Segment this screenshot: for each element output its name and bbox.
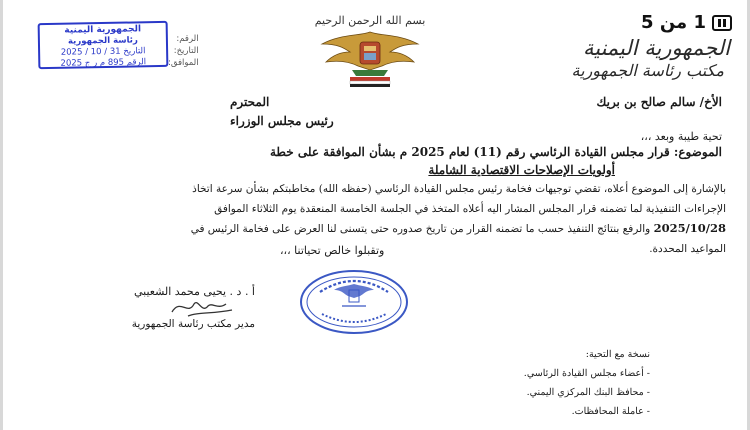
basmala: بسم الله الرحمن الرحيم — [314, 14, 426, 27]
cc-heading: نسخة مع التحية: — [585, 349, 650, 360]
page-counter-text: 1 من 5 — [641, 12, 706, 33]
cc-item: - محافظ البنك المركزي اليمني. — [526, 387, 650, 398]
closing: وتقبلوا خالص تحياتنا ،،، — [280, 244, 385, 257]
cc-item: - عاملة المحافظات. — [571, 406, 650, 417]
stamp-date: التاريخ 31 / 10 / 2025 — [60, 46, 146, 58]
ref-corresponding-label: الموافق: — [168, 58, 199, 68]
addressee: الأخ/ سالم صالح بن بريك — [596, 95, 722, 109]
greeting: تحية طيبة وبعد ،،، — [640, 130, 722, 143]
stamp-line2: رئاسة الجمهورية — [67, 35, 138, 47]
letterhead-office: مكتب رئاسة الجمهورية — [571, 61, 724, 80]
body-line-3-text: والرفع بنتائج التنفيذ حسب ما تضمنه القرار من تاريخ صدوره حتى يتسنى لنا العرض على فخامة الرئيس في — [190, 223, 651, 235]
addressee-title: رئيس مجلس الوزراء — [230, 114, 334, 128]
body-line-3 — [24, 219, 726, 240]
body-line-1: بالإشارة إلى الموضوع أعلاه، تقضي توجيهات فخامة رئيس مجلس القيادة الرئاسي (حفظه الله) مخاطبتكم بشأن سرعة اتخاذ — [192, 183, 726, 195]
ref-date-label: التاريخ: — [173, 46, 199, 56]
stamp-number: الرقم 895 م ر ج 2025 — [60, 57, 147, 69]
ref-number-label: الرقم: — [176, 34, 199, 44]
subject-continuation: أولويات الإصلاحات الاقتصادية الشاملة — [428, 163, 615, 177]
letterhead-country: الجمهورية اليمنية — [582, 36, 730, 60]
signer-title: مدير مكتب رئاسة الجمهورية — [131, 318, 255, 330]
session-date: 2025/10/28 — [653, 221, 726, 235]
book-icon — [712, 15, 732, 31]
body-line-2: الإجراءات التنفيذية لما تضمنه قرار المجلس المشار اليه أعلاه المتخذ في الجلسة الخامسة المنعقدة يوم الثلاثاء الموافق — [214, 202, 726, 215]
courtesy-title: المحترم — [230, 95, 270, 109]
stamp-line1: الجمهورية اليمنية — [64, 24, 142, 36]
page-counter — [641, 12, 732, 33]
handwritten-signature — [168, 294, 238, 320]
signer-name: أ . د . يحيى محمد الشعيبي — [133, 285, 255, 298]
reference-labels — [168, 33, 199, 69]
body-line-4: المواعيد المحددة. — [649, 242, 726, 255]
cc-item: - أعضاء مجلس القيادة الرئاسي. — [523, 368, 650, 379]
yemen-emblem-icon — [310, 26, 430, 88]
cc-list — [520, 345, 650, 421]
official-seal — [298, 268, 410, 336]
subject-line: الموضوع: قرار مجلس القيادة الرئاسي رقم (11) لعام 2025 م بشأن الموافقة على خطة — [270, 145, 722, 159]
registry-stamp — [38, 21, 169, 69]
